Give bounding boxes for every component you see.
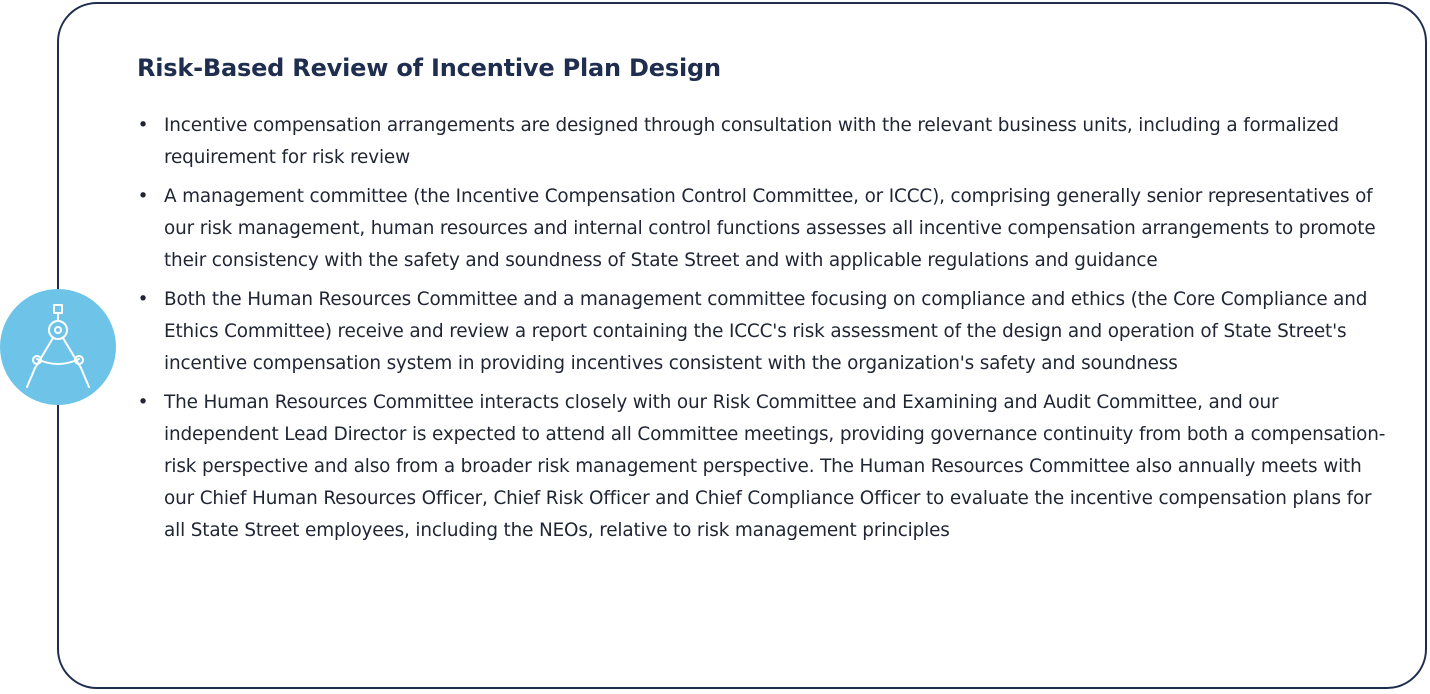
- bullet-text: A management committee (the Incentive Compensation Control Committee, or ICCC), comprising generally senior representatives of our risk management, human resources and internal control functions assesses all incentive compensation arrangements to promote their consistency with the safety and soundness of State Street and with applicable regulations and guidance: [164, 186, 1376, 271]
- icon-badge: [0, 289, 116, 405]
- bullet-text: The Human Resources Committee interacts closely with our Risk Committee and Examining and Audit Committee, and our independent Lead Director is expected to attend all Committee meetings, providing governance continuity from both a compensation-risk perspective and also from a broader risk management perspective. The Human Resources Committee also annually meets with our Chief Human Resources Officer, Chief Risk Officer and Chief Compliance Officer to evaluate the incentive compensation plans for all State Street employees, including the NEOs, relative to risk management principles: [164, 392, 1386, 541]
- compass-icon: [23, 303, 93, 391]
- bullet-marker: •: [137, 289, 149, 310]
- section-title: Risk-Based Review of Incentive Plan Design: [137, 54, 721, 82]
- bullet-list: [137, 110, 1397, 554]
- bullet-text: Incentive compensation arrangements are designed through consultation with the relevant business units, including a formalized requirement for risk review: [164, 115, 1339, 168]
- list-item: [137, 387, 1397, 547]
- bullet-marker: •: [137, 392, 149, 413]
- bullet-text: Both the Human Resources Committee and a management committee focusing on compliance and ethics (the Core Compliance and Ethics Committee) receive and review a report containing the ICCC's risk assessment of the design and operation of State Street's incentive compensation system in providing incentives consistent with the organization's safety and soundness: [164, 289, 1368, 374]
- bullet-marker: •: [137, 115, 149, 136]
- list-item: [137, 110, 1397, 174]
- bullet-marker: •: [137, 186, 149, 207]
- list-item: [137, 284, 1397, 380]
- list-item: [137, 181, 1397, 277]
